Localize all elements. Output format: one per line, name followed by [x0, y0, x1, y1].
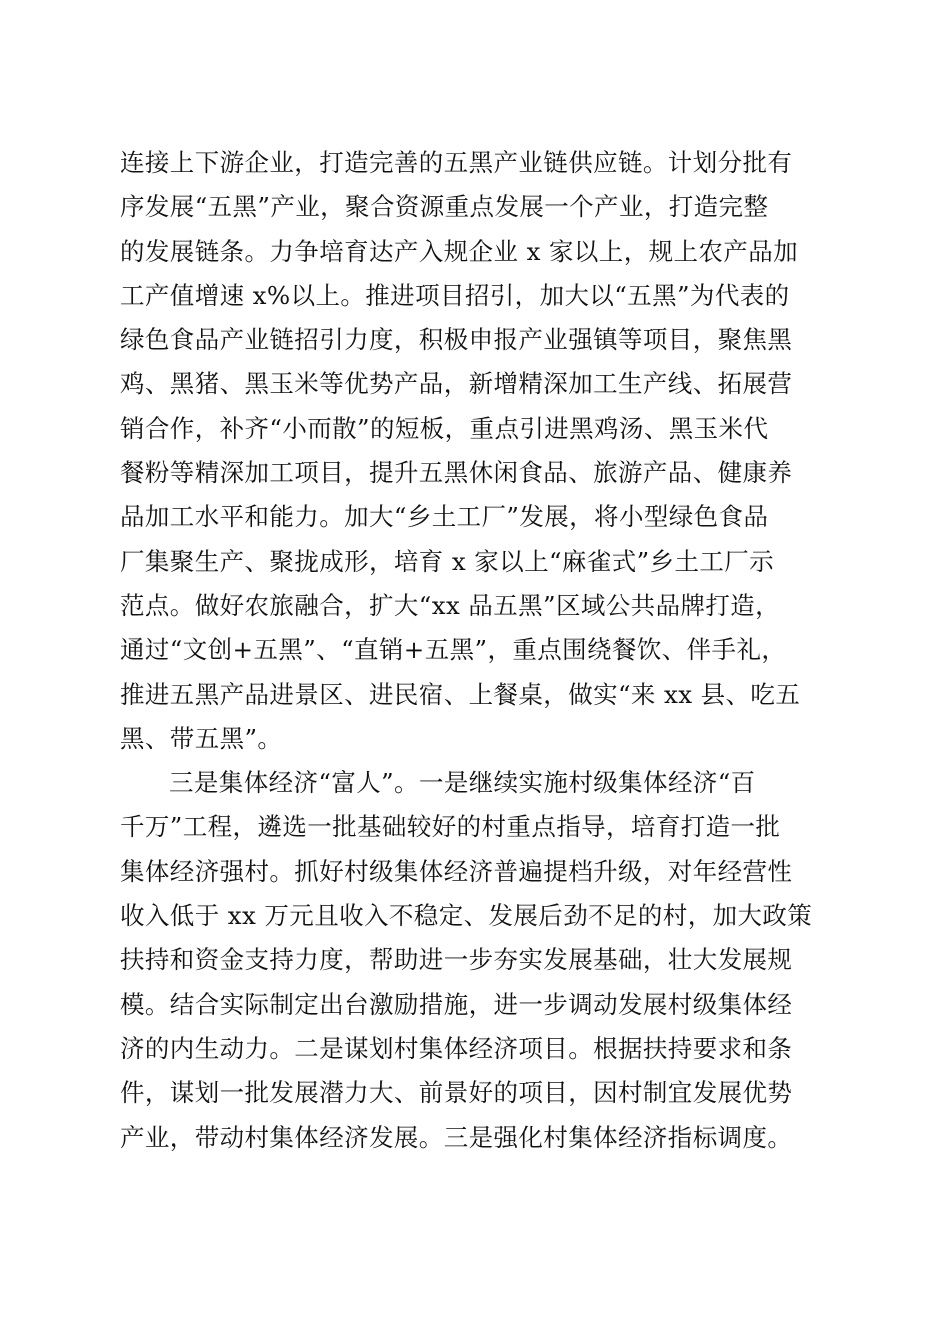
text-line: 连接上下游企业，打造完善的五黑产业链供应链。计划分批有: [120, 148, 793, 177]
text-line: 产业，带动村集体经济发展。三是强化村集体经济指标调度。: [120, 1122, 793, 1152]
text-line: 三是集体经济“富人”。一是继续实施村级集体经济“百: [169, 768, 756, 798]
document-body: [120, 141, 840, 1160]
text-line: 推进五黑产品进景区、进民宿、上餐桌，做实“来 xx 县、吃五: [120, 679, 801, 709]
text-line: 销合作，补齐“小而散”的短板，重点引进黑鸡汤、黑玉米代: [120, 413, 769, 443]
text-line: 件，谋划一批发展潜力大、前景好的项目，因村制宜发展优势: [120, 1078, 793, 1108]
text-line: 千万”工程，遴选一批基础较好的村重点指导，培育打造一批: [120, 812, 781, 842]
paragraph-industry-chain: [120, 141, 840, 761]
text-line: 序发展“五黑”产业，聚合资源重点发展一个产业，打造完整: [120, 192, 769, 222]
text-line: 模。结合实际制定出台激励措施，进一步调动发展村级集体经: [120, 989, 793, 1019]
text-line: 扶持和资金支持力度，帮助进一步夯实发展基础，壮大发展规: [120, 945, 793, 975]
text-line: 集体经济强村。抓好村级集体经济普遍提档升级，对年经营性: [120, 856, 793, 886]
text-line: 范点。做好农旅融合，扩大“xx 品五黑”区域公共品牌打造，: [120, 590, 781, 620]
text-line: 收入低于 xx 万元且收入不稳定、发展后劲不足的村，加大政策: [120, 901, 813, 931]
text-line: 厂集聚生产、聚拢成形，培育 x 家以上“麻雀式”乡土工厂示: [120, 546, 775, 576]
paragraph-collective-economy: [120, 761, 840, 1160]
text-line: 济的内生动力。二是谋划村集体经济项目。根据扶持要求和条: [120, 1033, 793, 1063]
text-line: 的发展链条。力争培育达产入规企业 x 家以上，规上农产品加: [120, 236, 798, 266]
text-line: 黑、带五黑”。: [120, 723, 283, 753]
text-line: 绿色食品产业链招引力度，积极申报产业强镇等项目，聚焦黑: [120, 325, 793, 355]
text-line: 品加工水平和能力。加大“乡土工厂”发展，将小型绿色食品: [120, 502, 769, 532]
text-line: 通过“文创+五黑”、“直销+五黑”，重点围绕餐饮、伴手礼，: [120, 635, 787, 665]
text-line: 工产值增速 x%以上。推进项目招引，加大以“五黑”为代表的: [120, 280, 790, 310]
text-line: 鸡、黑猪、黑玉米等优势产品，新增精深加工生产线、拓展营: [120, 369, 793, 399]
text-line: 餐粉等精深加工项目，提升五黑休闲食品、旅游产品、健康养: [120, 458, 793, 488]
